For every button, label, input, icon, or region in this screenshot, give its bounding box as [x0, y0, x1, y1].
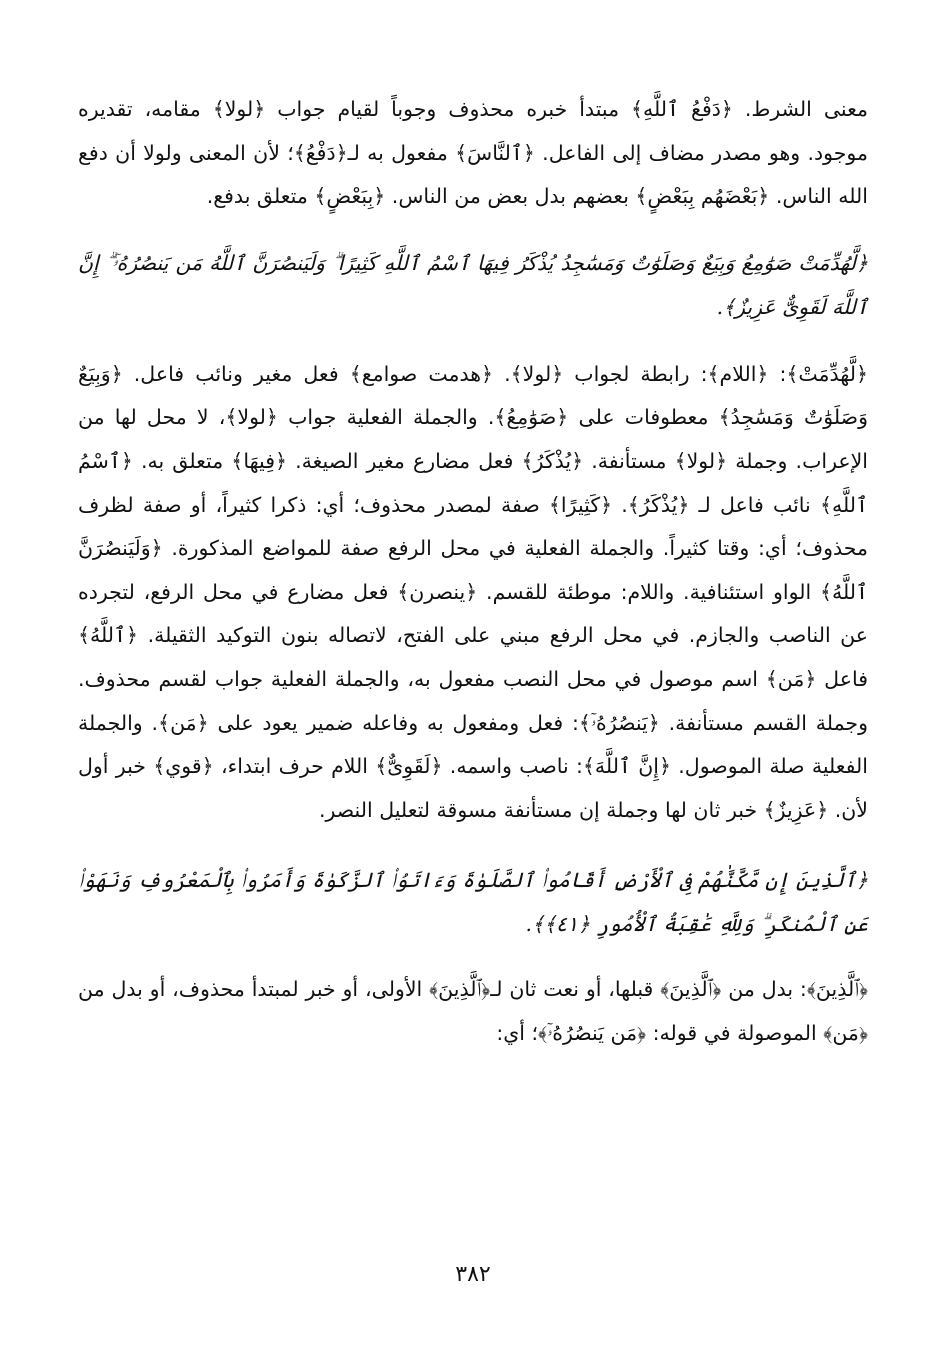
commentary-paragraph: ﴿ٱلَّذِينَ﴾: بدل من ﴿ٱلَّذِينَ﴾ قبلها، أو نعت ثان لـ﴿ٱلَّذِينَ﴾ الأولى، أو خبر لمبتدأ محذوف، أو بدل من ﴿مَن﴾ الموصولة في قوله: ﴿مَن يَنصُرُهُۥٓ﴾؛ أي:: [78, 977, 868, 1045]
page-body: [78, 88, 868, 1056]
divider: [78, 219, 868, 241]
divider: [78, 832, 868, 858]
quran-verse: ﴿ٱلَّذِينَ إِن مَّكَّنَّٰهُمْ فِى ٱلْأَرْضِ أَقَامُوا۟ ٱلصَّلَوٰةَ وَءَاتَوُا۟ ٱلزَّكَوٰةَ وَأَمَرُوا۟ بِٱلْمَعْرُوفِ وَنَهَوْا۟ عَنِ ٱلْمُنكَرِ ۗ وَلِلَّهِ عَٰقِبَةُ ٱلْأُمُورِ ﴿٤١﴾﴾.: [78, 868, 868, 937]
divider: [78, 946, 868, 968]
quran-verse: ﴿لَّهُدِّمَتْ صَوَٰمِعُ وَبِيَعٌ وَصَلَوَٰتٌ وَمَسَٰجِدُ يُذْكَرُ فِيهَا ٱسْمُ ٱللَّهِ كَثِيرًا ۗ وَلَيَنصُرَنَّ ٱللَّهُ مَن يَنصُرُهُۥٓ ۗ إِنَّ ٱللَّهَ لَقَوِىٌّ عَزِيزٌ﴾.: [78, 250, 868, 319]
page-number: ٣٨٢: [455, 1262, 491, 1287]
divider: [78, 329, 868, 353]
commentary-paragraph: ﴿لَّهُدِّمَتْ﴾: ﴿اللام﴾: رابطة لجواب ﴿لولا﴾. ﴿هدمت صوامع﴾ فعل مغير ونائب فاعل. ﴿وَبِيَعٌ وَصَلَوَٰتٌ وَمَسَٰجِدُ﴾ معطوفات على ﴿صَوَٰمِعُ﴾. والجملة الفعلية جواب ﴿لولا﴾، لا محل لها من الإعراب. وجملة ﴿لولا﴾ مستأنفة. ﴿يُذْكَرُ﴾ فعل مضارع مغير الصيغة. ﴿فِيهَا﴾ متعلق به. ﴿ٱسْمُ ٱللَّهِ﴾ نائب فاعل لـ ﴿يُذْكَرُ﴾. ﴿كَثِيرًا﴾ صفة لمصدر محذوف؛ أي: ذكرا كثيراً، أو صفة لظرف محذوف؛ أي: وقتا كثيراً. والجملة الفعلية في محل الرفع صفة للمواضع المذكورة. ﴿وَلَيَنصُرَنَّ ٱللَّهُ﴾ الواو استئنافية. واللام: موطئة للقسم. ﴿ينصرن﴾ فعل مضارع في محل الرفع، لتجرده عن الناصب والجازم. في محل الرفع مبني على الفتح، لاتصاله بنون التوكيد الثقيلة. ﴿ٱللَّهُ﴾ فاعل ﴿مَن﴾ اسم موصول في محل النصب مفعول به، والجملة الفعلية جواب لقسم محذوف. وجملة القسم مستأنفة. ﴿يَنصُرُهُۥٓ﴾: فعل ومفعول به وفاعله ضمير يعود على ﴿مَن﴾. والجملة الفعلية صلة الموصول. ﴿إِنَّ ٱللَّهَ﴾: ناصب واسمه. ﴿لَقَوِىٌّ﴾ اللام حرف ابتداء، ﴿قوي﴾ خبر أول لأن. ﴿عَزِيزٌ﴾ خبر ثان لها وجملة إن مستأنفة مسوقة لتعليل النصر.: [78, 361, 868, 822]
commentary-paragraph: معنى الشرط. ﴿دَفْعُ ٱللَّهِ﴾ مبتدأ خبره محذوف وجوباً لقيام جواب ﴿لولا﴾ مقامه، تقديره موجود. وهو مصدر مضاف إلى الفاعل. ﴿ٱلنَّاسَ﴾ مفعول به لـ﴿دَفْعُ﴾؛ لأن المعنى ولولا أن دفع الله الناس. ﴿بَعْضَهُم بِبَعْضٍ﴾ بعضهم بدل بعض من الناس. ﴿بِبَعْضٍ﴾ متعلق بدفع.: [78, 97, 868, 209]
